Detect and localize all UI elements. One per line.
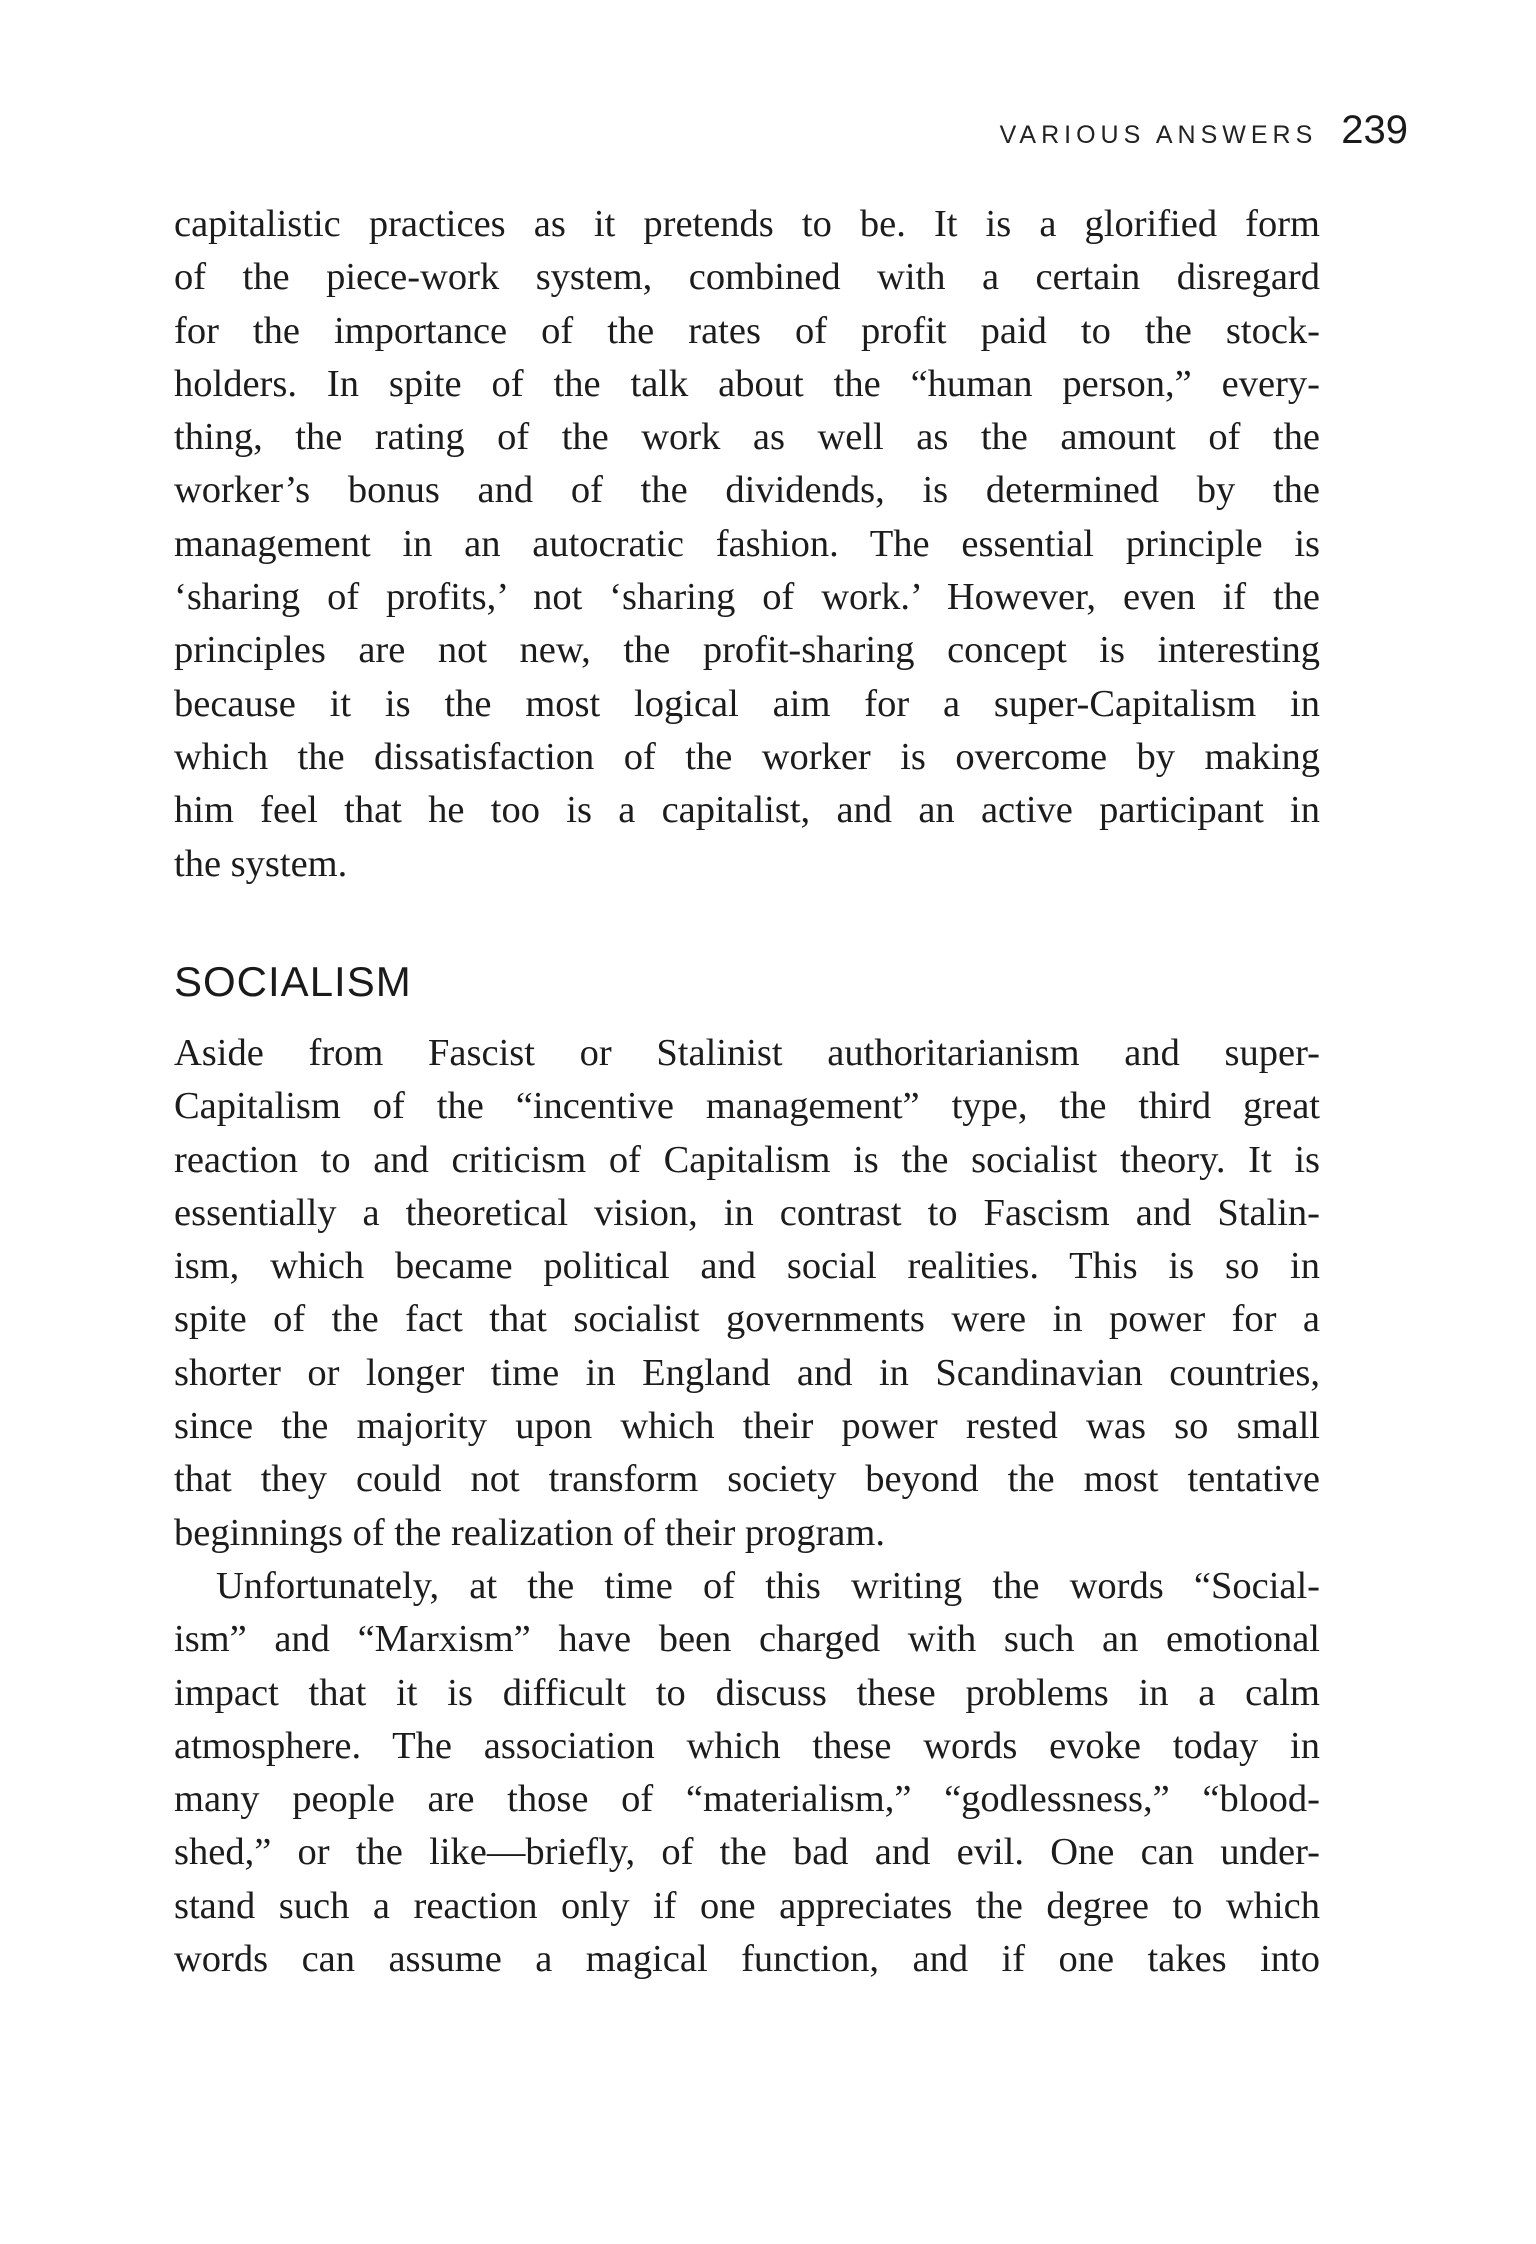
text-line: ism” and “Marxism” have been charged with such an emotional <box>174 1618 1320 1661</box>
text-line: shed,” or the like—briefly, of the bad and evil. One can under- <box>174 1831 1320 1874</box>
continued-paragraph <box>174 198 1320 891</box>
text-line: capitalistic practices as it pretends to be. It is a glorified form <box>174 203 1320 245</box>
text-line: Aside from Fascist or Stalinist authoritarianism and super- <box>174 1032 1320 1074</box>
text-line: which the dissatisfaction of the worker is overcome by making <box>174 735 1320 778</box>
section-body <box>174 1027 1320 1986</box>
text-line: beginnings of the realization of their program. <box>174 1511 885 1554</box>
text-line: management in an autocratic fashion. The essential principle is <box>174 522 1320 565</box>
text-line: worker’s bonus and of the dividends, is determined by the <box>174 469 1320 512</box>
text-line: for the importance of the rates of profit paid to the stock- <box>174 309 1320 352</box>
running-title: VARIOUS ANSWERS <box>999 121 1318 149</box>
text-line: atmosphere. The association which these words evoke today in <box>174 1724 1320 1767</box>
text-line: many people are those of “materialism,” “godlessness,” “blood- <box>174 1778 1320 1821</box>
page-number: 239 <box>1341 108 1408 152</box>
running-header <box>1000 108 1408 153</box>
text-line: Capitalism of the “incentive management” type, the third great <box>174 1085 1320 1128</box>
text-line: words can assume a magical function, and if one takes into <box>174 1938 1320 1981</box>
section-heading: SOCIALISM <box>174 958 412 1005</box>
text-line: impact that it is difficult to discuss these problems in a calm <box>174 1671 1320 1714</box>
paragraph-2 <box>174 1560 1320 1986</box>
text-line: Unfortunately, at the time of this writing the words “Social- <box>216 1564 1320 1607</box>
text-line: principles are not new, the profit-sharing concept is interesting <box>174 629 1320 672</box>
paragraph-1 <box>174 1027 1320 1560</box>
text-line: stand such a reaction only if one appreciates the degree to which <box>174 1884 1320 1927</box>
text-line: essentially a theoretical vision, in contrast to Fascism and Stalin- <box>174 1191 1320 1234</box>
text-line: since the majority upon which their power rested was so small <box>174 1405 1320 1448</box>
text-line: shorter or longer time in England and in Scandinavian countries, <box>174 1351 1320 1394</box>
text-line: him feel that he too is a capitalist, and an active participant in <box>174 789 1320 832</box>
text-line: holders. In spite of the talk about the “human person,” every- <box>174 362 1320 405</box>
text-line: the system. <box>174 842 348 885</box>
text-line: that they could not transform society beyond the most tentative <box>174 1458 1320 1501</box>
text-line: spite of the fact that socialist governments were in power for a <box>174 1298 1320 1341</box>
text-line: of the piece-work system, combined with a certain disregard <box>174 256 1320 299</box>
text-line: ‘sharing of profits,’ not ‘sharing of work.’ However, even if the <box>174 576 1320 619</box>
text-line: ism, which became political and social realities. This is so in <box>174 1245 1320 1288</box>
text-line: reaction to and criticism of Capitalism is the socialist theory. It is <box>174 1138 1320 1181</box>
text-line: because it is the most logical aim for a super-Capitalism in <box>174 682 1320 725</box>
text-line: thing, the rating of the work as well as the amount of the <box>174 416 1320 459</box>
